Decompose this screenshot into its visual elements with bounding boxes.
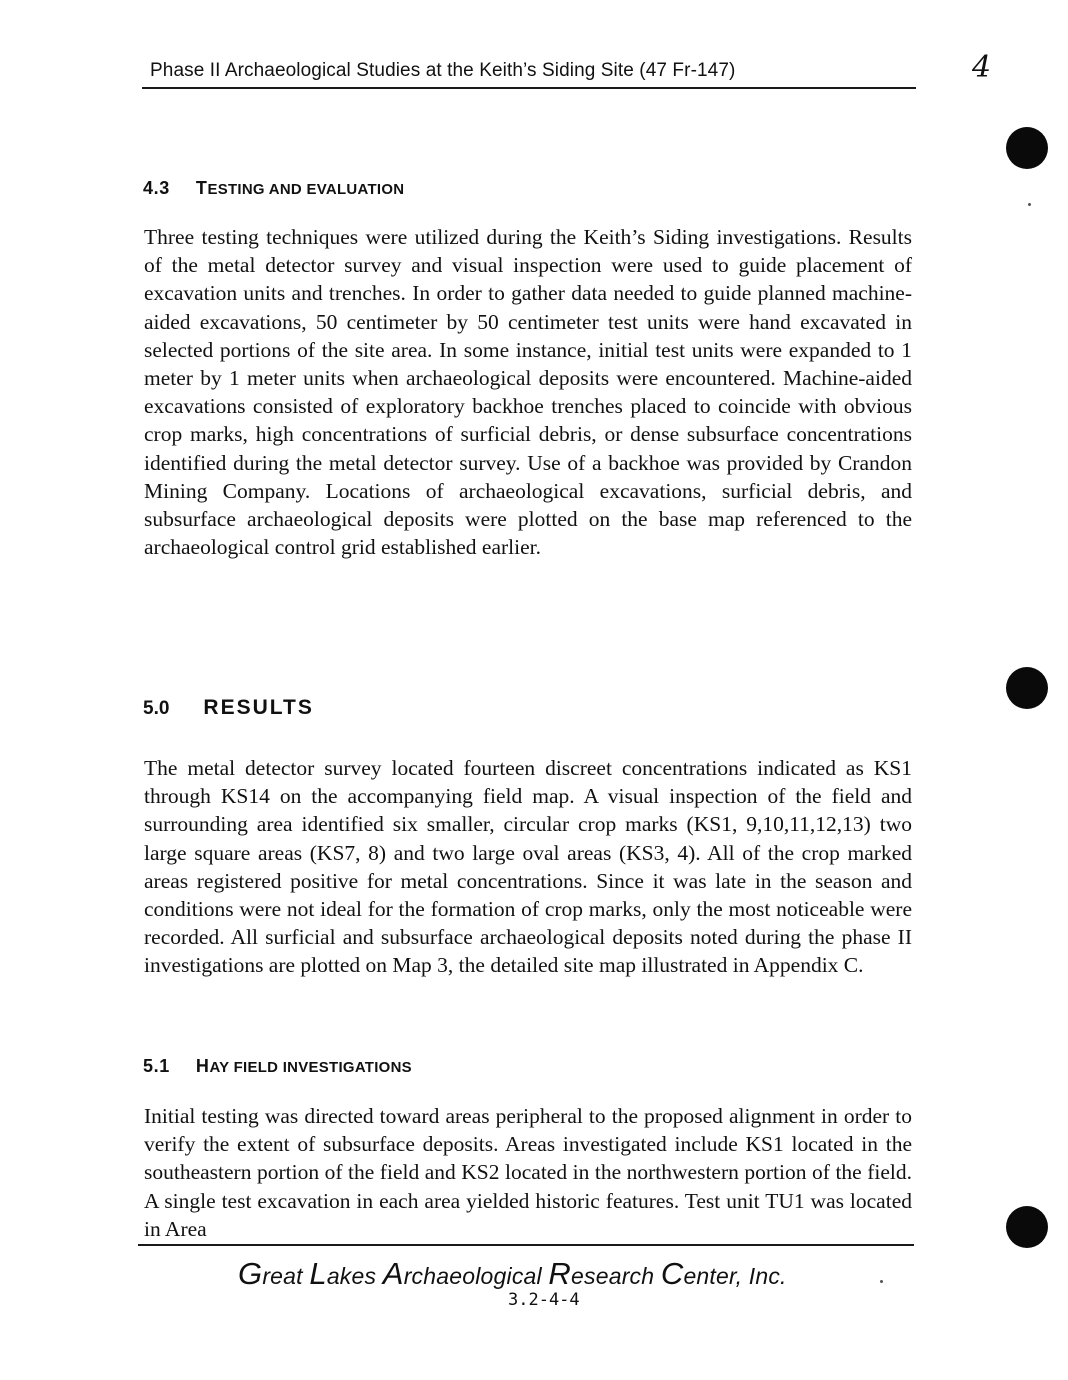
- section-heading-5-1: [143, 1056, 412, 1077]
- scan-speck: [1028, 203, 1031, 206]
- page-number: 4: [972, 50, 992, 85]
- footer-rule: [138, 1244, 914, 1246]
- section-title-rest: ESTING AND EVALUATION: [207, 181, 405, 198]
- section-body-4-3: Three testing techniques were utilized during the Keith’s Siding investigations. Results of the metal detector survey and visual inspection were used to guide placement of excavation units and trenches. In order to gather data needed to guide planned machine-aided excavations, 50 centimeter by 50 centimeter test units were hand excavated in selected portions of the site area. In some instance, initial test units were expanded to 1 meter by 1 meter units when archaeological deposits were encountered. Machine-aided excavations consisted of exploratory backhoe trenches placed to coincide with obvious crop marks, high concentrations of surficial debris, or dense subsurface concentrations identified during the metal detector survey. Use of a backhoe was provided by Crandon Mining Company. Locations of archaeological excavations, surficial debris, and subsurface archaeological deposits were plotted on the base map referenced to the archaeological control grid established earlier.: [144, 225, 912, 560]
- section-heading-4-3: [143, 178, 404, 199]
- section-title-initial: H: [195, 1056, 210, 1076]
- section-number: 4.3: [143, 178, 170, 198]
- section-title-rest: AY FIELD INVESTIGATIONS: [209, 1059, 412, 1076]
- section-heading-5-0: [143, 696, 314, 720]
- running-header-title: Phase II Archaeological Studies at the Keith’s Siding Site (47 Fr-147): [150, 60, 736, 81]
- header-rule: [142, 87, 916, 89]
- section-title-initial: T: [195, 178, 208, 198]
- section-body-5-1: Initial testing was directed toward areas peripheral to the proposed alignment in order to verify the extent of subsurface deposits. Areas investigated include KS1 located in the southeastern portion of the field and KS2 located in the northwestern portion of the field. A single test excavation in each area yielded historic features. Test unit TU1 was located in Area: [144, 1104, 912, 1241]
- section-number: 5.0: [143, 698, 170, 719]
- section-title: RESULTS: [203, 696, 314, 719]
- document-code: 3.2-4-4: [508, 1290, 580, 1310]
- section-number: 5.1: [143, 1056, 170, 1076]
- section-body-5-0: The metal detector survey located fourteen discreet concentrations indicated as KS1 through KS14 on the accompanying field map. A visual inspection of the field and surrounding area identified six smaller, circular crop marks (KS1, 9,10,11,12,13) two large square areas (KS7, 8) and two large oval areas (KS3, 4). All of the crop marked areas registered positive for metal concentrations. Since it was late in the season and conditions were not ideal for the formation of crop marks, only the most noticeable were recorded. All surficial and subsurface archaeological deposits noted during the phase II investigations are plotted on Map 3, the detailed site map illustrated in Appendix C.: [144, 756, 912, 978]
- scan-speck: [880, 1280, 883, 1283]
- footer-organization-name: Great Lakes Archaeological Research Center, Inc.: [238, 1256, 787, 1291]
- punch-hole-icon: [1006, 127, 1048, 169]
- punch-hole-icon: [1006, 667, 1048, 709]
- punch-hole-icon: [1006, 1206, 1048, 1248]
